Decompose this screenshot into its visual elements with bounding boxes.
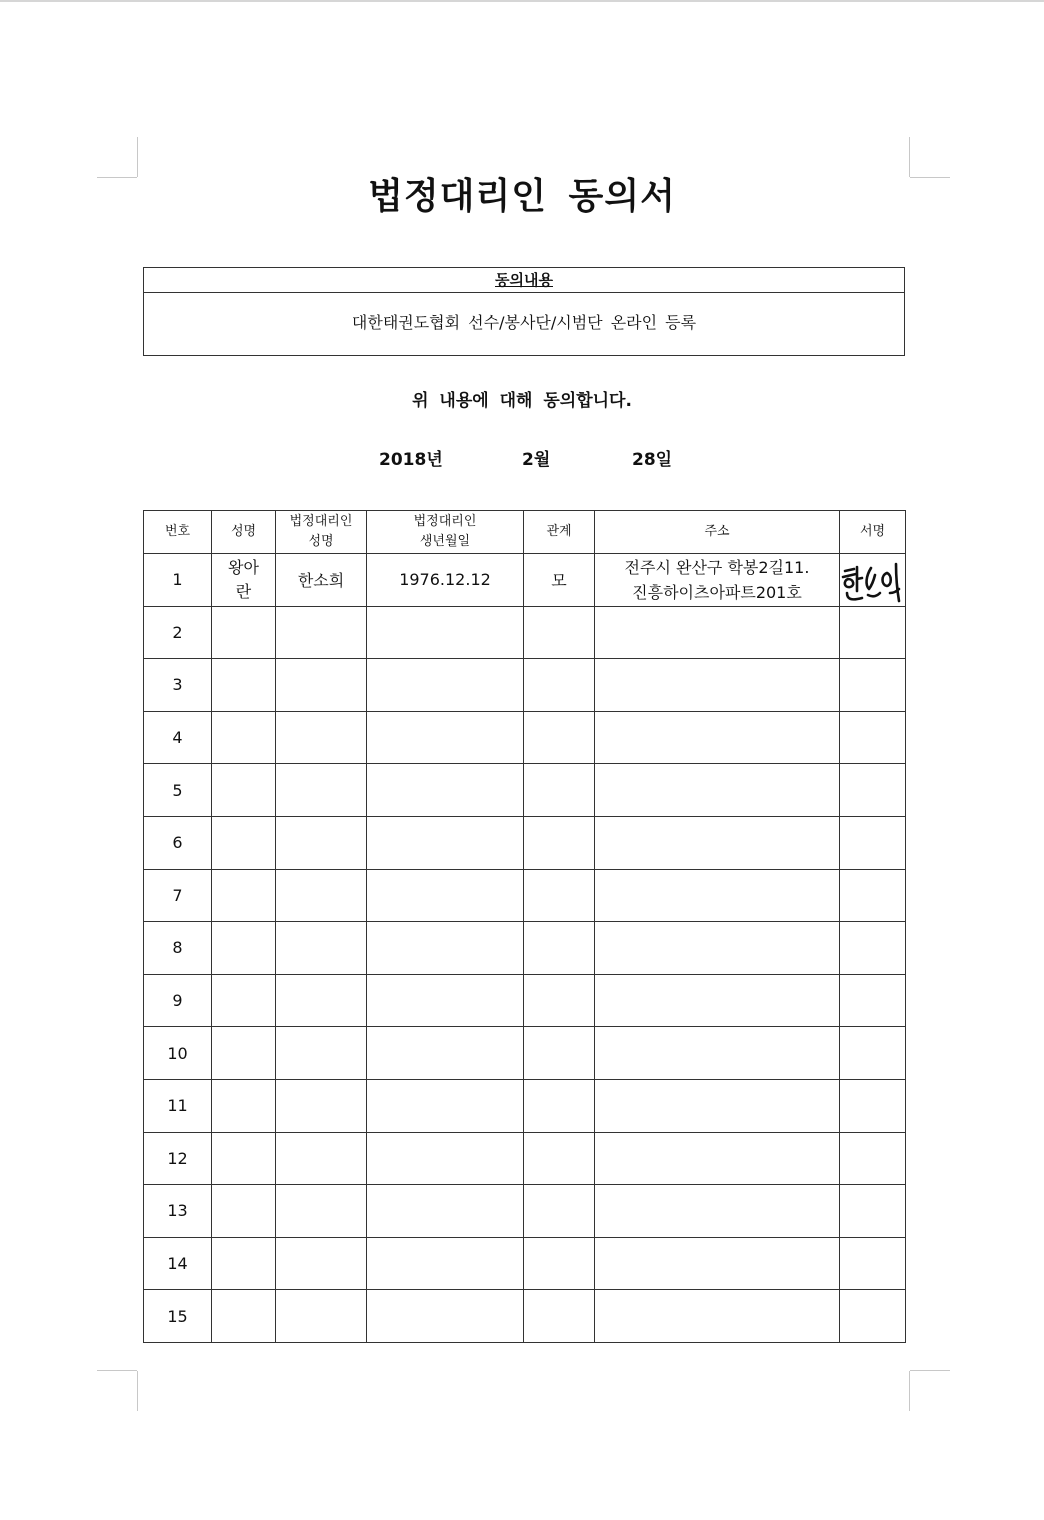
cell-signature [840,711,906,764]
cell-guardian-name [276,711,367,764]
table-row [144,659,906,712]
table-row [144,1079,906,1132]
cell-guardian-name [276,1027,367,1080]
cell-name [212,869,276,922]
cell-guardian-name [276,869,367,922]
cell-relation: 모 [524,554,595,607]
cell-name [212,1027,276,1080]
cell-signature [840,1027,906,1080]
cell-guardian-birth [367,711,524,764]
cell-no: 14 [144,1237,212,1290]
cell-address [595,1079,840,1132]
cell-address [595,554,840,607]
cell-signature [840,1290,906,1343]
table-header-row [144,511,906,554]
cell-guardian-birth [367,1132,524,1185]
cell-signature [840,554,906,607]
cell-name-line2: 란 [235,581,252,601]
cell-relation [524,606,595,659]
crop-mark-bottom-right-h [910,1370,950,1371]
table-row [144,764,906,817]
date-day: 28일 [632,450,673,470]
cell-address-line2: 진흥하이츠아파트201호 [632,582,802,602]
document-title: 법정대리인 동의서 [368,176,676,217]
cell-name [212,1237,276,1290]
cell-address [595,764,840,817]
cell-no: 6 [144,816,212,869]
cell-name [212,1290,276,1343]
consent-header: 동의내용 [144,268,904,293]
cell-address [595,711,840,764]
cell-relation [524,869,595,922]
cell-no: 3 [144,659,212,712]
cell-no: 12 [144,1132,212,1185]
cell-no: 5 [144,764,212,817]
cell-name [212,659,276,712]
table-row [144,1185,906,1238]
cell-guardian-name [276,764,367,817]
cell-guardian-name [276,974,367,1027]
cell-address [595,1237,840,1290]
cell-guardian-name [276,659,367,712]
cell-guardian-name [276,1290,367,1343]
consent-box [143,267,905,356]
cell-guardian-birth: 1976.12.12 [367,554,524,607]
cell-address [595,606,840,659]
cell-guardian-name [276,606,367,659]
cell-no: 9 [144,974,212,1027]
table-row [144,1132,906,1185]
cell-guardian-birth [367,922,524,975]
crop-mark-bottom-left-v [137,1371,138,1411]
guardian-table [143,510,906,1343]
cell-relation [524,922,595,975]
cell-relation [524,1132,595,1185]
header-address: 주소 [595,511,840,554]
cell-guardian-birth [367,1079,524,1132]
cell-address-line1: 전주시 완산구 학봉2길11. [624,557,810,577]
header-guardian-name [276,511,367,554]
handwritten-signature [841,555,905,605]
cell-signature [840,606,906,659]
cell-signature [840,869,906,922]
cell-relation [524,1185,595,1238]
cell-relation [524,816,595,869]
date-year: 2018년 [379,450,443,470]
cell-address [595,1132,840,1185]
table-row [144,1290,906,1343]
cell-guardian-birth [367,764,524,817]
cell-address [595,974,840,1027]
cell-guardian-name [276,1237,367,1290]
cell-no: 13 [144,1185,212,1238]
cell-address [595,1290,840,1343]
cell-name-line1: 왕아 [228,557,259,577]
table-row [144,1237,906,1290]
cell-guardian-birth [367,659,524,712]
header-signature: 서명 [840,511,906,554]
cell-address [595,1185,840,1238]
cell-signature [840,764,906,817]
header-relation: 관계 [524,511,595,554]
table-row [144,974,906,1027]
cell-guardian-birth [367,974,524,1027]
cell-guardian-birth [367,606,524,659]
cell-name [212,711,276,764]
cell-guardian-name [276,1132,367,1185]
header-guardian-birth-line2: 생년월일 [419,534,471,549]
table-row [144,606,906,659]
header-guardian-name-line2: 성명 [308,534,334,549]
header-no: 번호 [144,511,212,554]
cell-signature [840,816,906,869]
cell-name [212,606,276,659]
cell-no: 11 [144,1079,212,1132]
cell-address [595,816,840,869]
cell-no: 1 [144,554,212,607]
cell-signature [840,1185,906,1238]
table-row [144,922,906,975]
cell-relation [524,711,595,764]
cell-address [595,922,840,975]
table-row [144,554,906,607]
crop-mark-bottom-right-v [909,1371,910,1411]
header-name: 성명 [212,511,276,554]
cell-signature [840,922,906,975]
cell-guardian-birth [367,1237,524,1290]
cell-address [595,1027,840,1080]
table-row [144,1027,906,1080]
page-top-border [0,0,1044,2]
cell-no: 2 [144,606,212,659]
cell-no: 7 [144,869,212,922]
cell-signature [840,1079,906,1132]
agreement-statement: 위 내용에 대해 동의합니다. [412,391,632,411]
cell-relation [524,659,595,712]
cell-name [212,816,276,869]
cell-signature [840,1132,906,1185]
cell-address [595,659,840,712]
cell-guardian-birth [367,816,524,869]
table-row [144,816,906,869]
date-month: 2월 [522,450,551,470]
consent-body: 대한태권도협회 선수/봉사단/시범단 온라인 등록 [351,313,697,332]
cell-name [212,974,276,1027]
cell-address [595,869,840,922]
cell-guardian-birth [367,1290,524,1343]
cell-guardian-name [276,816,367,869]
header-guardian-name-line1: 법정대리인 [289,514,353,529]
cell-guardian-name [276,1079,367,1132]
cell-no: 8 [144,922,212,975]
cell-guardian-birth [367,1185,524,1238]
cell-signature [840,659,906,712]
cell-signature [840,1237,906,1290]
cell-name [212,922,276,975]
cell-name [212,1185,276,1238]
cell-signature [840,974,906,1027]
crop-mark-bottom-left-h [97,1370,137,1371]
header-guardian-birth-line1: 법정대리인 [413,514,477,529]
cell-guardian-birth [367,1027,524,1080]
cell-name [212,764,276,817]
table-row [144,711,906,764]
cell-relation [524,1237,595,1290]
cell-relation [524,1290,595,1343]
cell-relation [524,1027,595,1080]
cell-relation [524,1079,595,1132]
cell-relation [524,764,595,817]
cell-guardian-name: 한소희 [276,554,367,607]
cell-name [212,554,276,607]
cell-guardian-name [276,922,367,975]
table-row [144,869,906,922]
cell-relation [524,974,595,1027]
cell-guardian-name [276,1185,367,1238]
cell-no: 15 [144,1290,212,1343]
cell-name [212,1132,276,1185]
cell-no: 4 [144,711,212,764]
header-guardian-birth [367,511,524,554]
cell-guardian-birth [367,869,524,922]
cell-name [212,1079,276,1132]
cell-no: 10 [144,1027,212,1080]
